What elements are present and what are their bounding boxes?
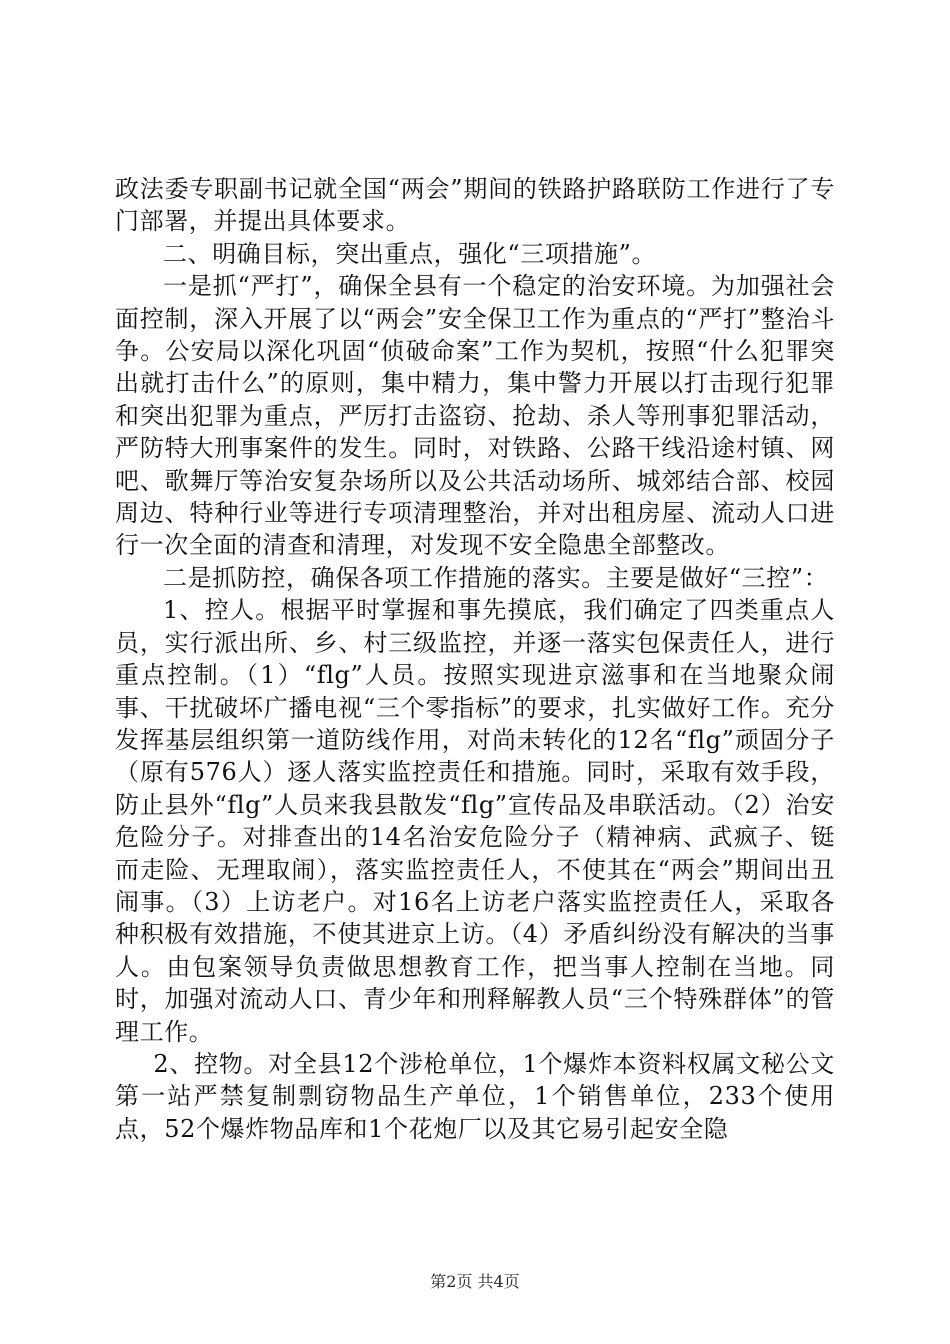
section-heading-two: 二、明确目标，突出重点，强化“三项措施”。 xyxy=(163,239,657,268)
paragraph-control-items: 2、控物。对全县12个涉枪单位，1个爆炸本资料权属文秘公文第一站严禁复制剽窃物品生产单位，1个销售单位，233个使用点，52个爆炸物品库和1个花炮厂以及其它易引起安全隐 xyxy=(115,1049,835,1143)
document-body xyxy=(115,173,835,1145)
paragraph-strike-hard: 一是抓“严打”，确保全县有一个稳定的治安环境。为加强社会面控制，深入开展了以“两会”安全保卫工作为重点的“严打”整治斗争。公安局以深化巩固“侦破命案”工作为契机，按照“什么犯罪突出就打击什么”的原则，集中精力，集中警力开展以打击现行犯罪和突出犯罪为重点，严厉打击盗窃、抢劫、杀人等刑事犯罪活动，严防特大刑事案件的发生。同时，对铁路、公路干线沿途村镇、网吧、歌舞厅等治安复杂场所以及公共活动场所、城郊结合部、校园周边、特种行业等进行专项清理整治，并对出租房屋、流动人口进行一次全面的清查和清理，对发现不安全隐患全部整改。 xyxy=(115,272,835,560)
paragraph-control-people: 1、控人。根据平时掌握和事先摸底，我们确定了四类重点人员，实行派出所、乡、村三级监控，并逐一落实包保责任人，进行重点控制。（1）“flg”人员。按照实现进京滋事和在当地聚众闹事、干扰破坏广播电视“三个零指标”的要求，扎实做好工作。充分发挥基层组织第一道防线作用，对尚未转化的12名“flg”顽固分子（原有576人）逐人落实监控责任和措施。同时，采取有效手段，防止县外“flg”人员来我县散发“flg”宣传品及串联活动。（2）治安危险分子。对排查出的14名治安危险分子（精神病、武疯子、铤而走险、无理取闹），落实监控责任人，不使其在“两会”期间出丑闹事。（3）上访老户。对16名上访老户落实监控责任人，采取各种积极有效措施，不使其进京上访。（4）矛盾纠纷没有解决的当事人。由包案领导负责做思想教育工作，把当事人控制在当地。同时，加强对流动人口、青少年和刑释解教人员“三个特殊群体”的管理工作。 xyxy=(115,596,835,1046)
paragraph-intro-continuation: 政法委专职副书记就全国“两会”期间的铁路护路联防工作进行了专门部署，并提出具体要求。 xyxy=(115,175,835,236)
paragraph-prevention-control: 二是抓防控，确保各项工作措施的落实。主要是做好“三控”： xyxy=(163,563,829,592)
page-number-footer: 第2页 共4页 xyxy=(430,1272,520,1291)
